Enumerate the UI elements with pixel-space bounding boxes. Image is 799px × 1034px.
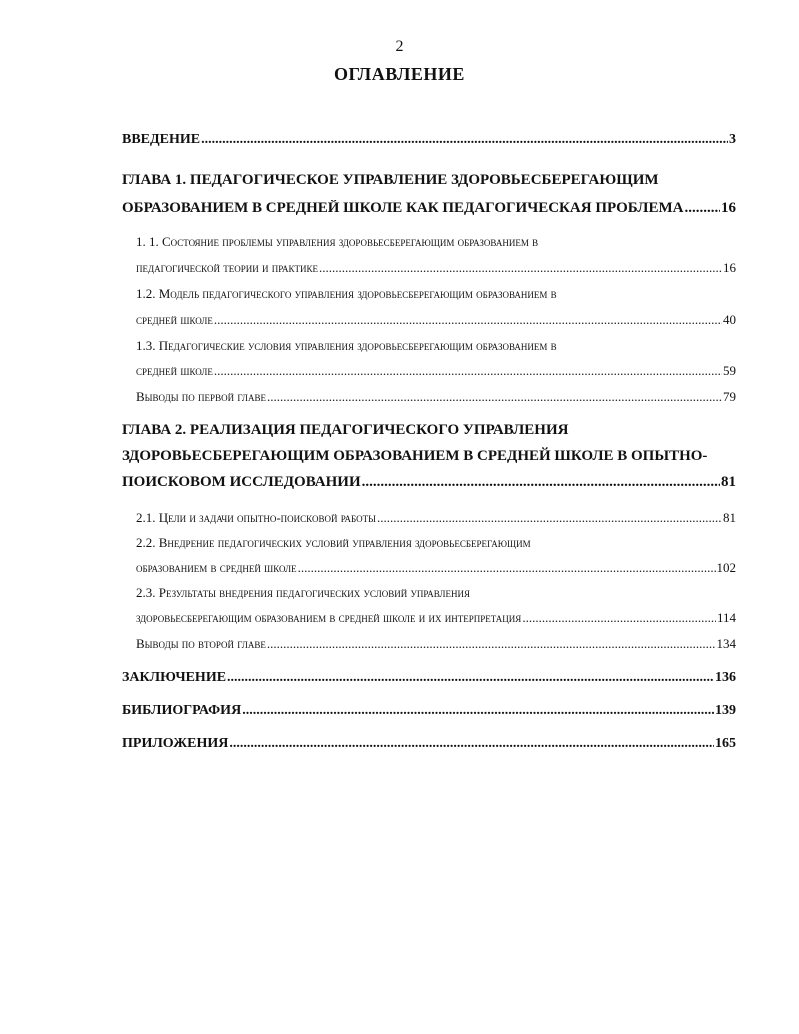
toc-page-number: 139	[715, 703, 736, 718]
dot-leader	[267, 389, 722, 405]
toc-entry-appendices[interactable]	[122, 736, 736, 752]
dot-leader	[362, 474, 720, 491]
dot-leader	[214, 312, 722, 328]
dot-leader	[201, 132, 728, 148]
chapter2-title-line1: ГЛАВА 2. РЕАЛИЗАЦИЯ ПЕДАГОГИЧЕСКОГО УПРАВЛЕНИЯ	[122, 422, 569, 438]
dot-leader	[522, 610, 716, 626]
toc-entry-section-2-2[interactable]	[136, 560, 736, 576]
dot-leader	[229, 736, 714, 752]
toc-page-number: 79	[723, 389, 736, 404]
chapter2-title-line3: ПОИСКОВОМ ИССЛЕДОВАНИИ	[122, 474, 361, 490]
section-2-1-title: 2.1. Цели и задачи опытно-поисковой работы	[136, 510, 377, 525]
dot-leader	[377, 510, 722, 526]
toc-entry-title: ЗАКЛЮЧЕНИЕ	[122, 670, 227, 685]
toc-entry-chapter2[interactable]	[122, 474, 736, 491]
section-2-2-line2: образованием в средней школе	[136, 560, 297, 575]
dot-leader	[684, 200, 720, 217]
chapter2-title-line2: ЗДОРОВЬЕСБЕРЕГАЮЩИМ ОБРАЗОВАНИЕМ В СРЕДНЕЙ ШКОЛЕ В ОПЫТНО-	[122, 448, 708, 464]
dot-leader	[298, 560, 716, 576]
section-2-2-line1: 2.2. Внедрение педагогических условий управления здоровьесберегающим	[136, 535, 531, 550]
section-1-1-line2: педагогической теории и практике	[136, 260, 319, 275]
page-title: ОГЛАВЛЕНИЕ	[334, 64, 465, 84]
toc-page-number: 16	[721, 200, 736, 216]
dot-leader	[319, 260, 722, 276]
dot-leader	[227, 670, 714, 686]
toc-entry-section-1-2[interactable]	[136, 312, 736, 328]
toc-page-number: 59	[723, 363, 736, 378]
toc-page-number: 16	[723, 260, 736, 275]
toc-entry-title: ПРИЛОЖЕНИЯ	[122, 736, 229, 751]
chapter1-title-line2: ОБРАЗОВАНИЕМ В СРЕДНЕЙ ШКОЛЕ КАК ПЕДАГОГИЧЕСКАЯ ПРОБЛЕМА	[122, 200, 684, 216]
page-number: 2	[395, 38, 404, 55]
toc-page-number: 134	[716, 636, 736, 651]
chapter2-conclusions-title: Выводы по второй главе	[136, 636, 266, 651]
toc-entry-chapter1-conclusions[interactable]	[136, 389, 736, 405]
toc-entry-section-1-1[interactable]	[136, 260, 736, 276]
dot-leader	[242, 703, 714, 719]
toc-page-number: 81	[723, 510, 736, 525]
section-1-2-line1: 1.2. Модель педагогического управления здоровьесберегающим образованием в	[136, 286, 557, 301]
toc-page-number: 81	[721, 474, 736, 490]
toc-entry-section-1-3[interactable]	[136, 363, 736, 379]
toc-entry-section-2-1[interactable]	[136, 510, 736, 526]
toc-page-number: 114	[716, 610, 736, 625]
toc-page-number: 3	[729, 132, 736, 147]
toc-page-number: 165	[715, 736, 736, 751]
section-1-2-line2: средней школе	[136, 312, 213, 327]
toc-page-number: 40	[723, 312, 736, 327]
toc-entry-chapter2-conclusions[interactable]	[136, 636, 736, 652]
toc-entry-introduction[interactable]	[122, 132, 736, 148]
toc-page-number: 136	[715, 670, 736, 685]
toc-entry-conclusion[interactable]	[122, 670, 736, 686]
section-2-3-line2: здоровьесберегающим образованием в средней школе и их интерпретация	[136, 610, 522, 625]
toc-entry-title: ВВЕДЕНИЕ	[122, 132, 201, 147]
section-1-3-line2: средней школе	[136, 363, 213, 378]
toc-page-number: 102	[716, 560, 736, 575]
toc-entry-chapter1[interactable]	[122, 200, 736, 217]
dot-leader	[267, 636, 716, 652]
section-1-1-line1: 1. 1. Состояние проблемы управления здоровьесберегающим образованием в	[136, 234, 539, 249]
section-2-3-line1: 2.3. Результаты внедрения педагогических условий управления	[136, 585, 470, 600]
dot-leader	[214, 363, 722, 379]
toc-entry-section-2-3[interactable]	[136, 610, 736, 626]
chapter1-title-line1: ГЛАВА 1. ПЕДАГОГИЧЕСКОЕ УПРАВЛЕНИЕ ЗДОРОВЬЕСБЕРЕГАЮЩИМ	[122, 172, 659, 188]
toc-entry-title: БИБЛИОГРАФИЯ	[122, 703, 242, 718]
toc-entry-bibliography[interactable]	[122, 703, 736, 719]
chapter1-conclusions-title: Выводы по первой главе	[136, 389, 266, 404]
section-1-3-line1: 1.3. Педагогические условия управления здоровьесберегающим образованием в	[136, 338, 557, 353]
